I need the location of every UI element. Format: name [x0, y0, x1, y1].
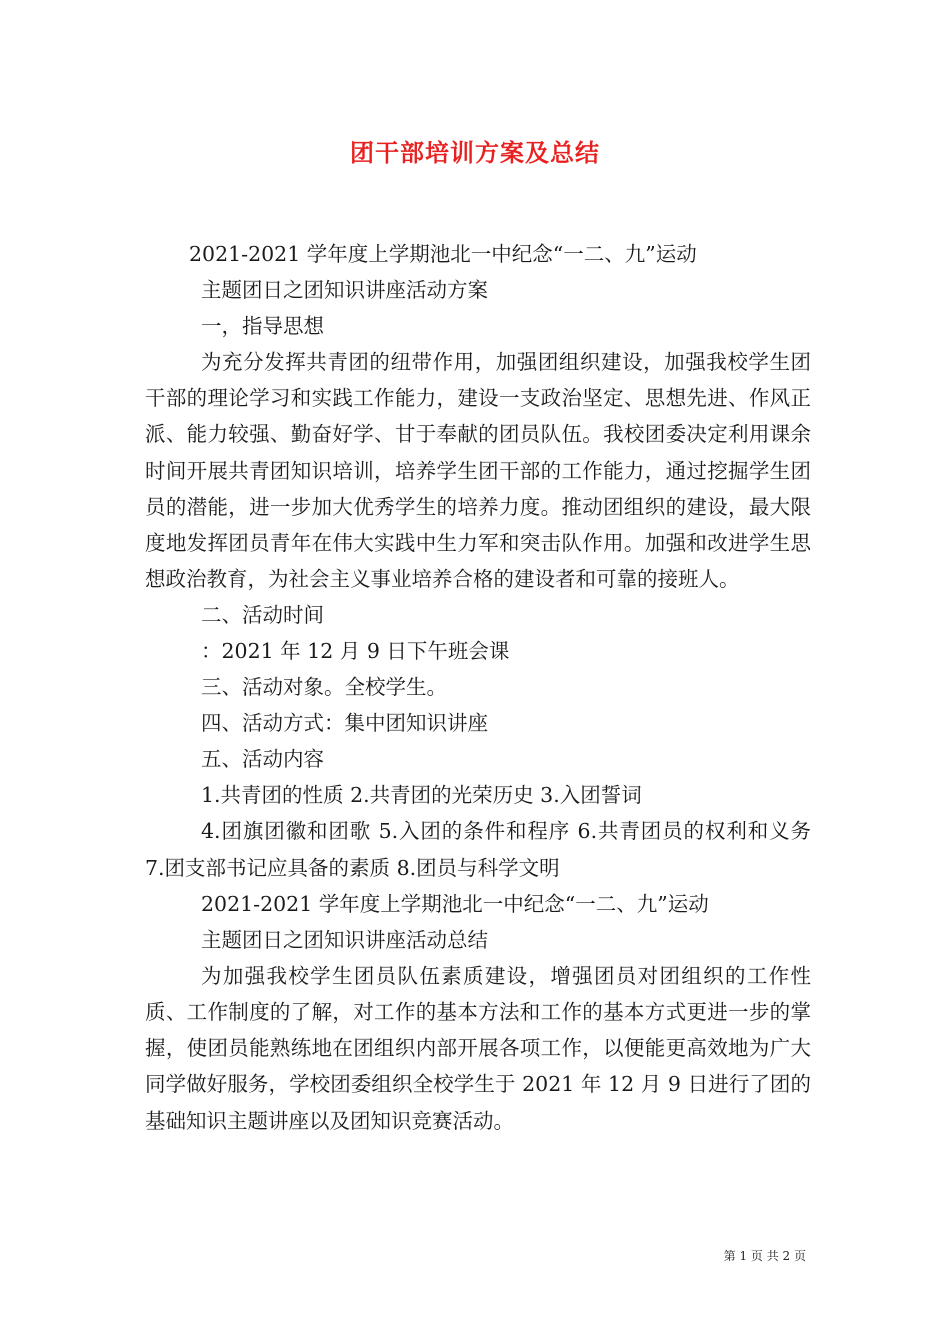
document-body [145, 236, 811, 1139]
section3-line: 三、活动对象。全校学生。 [201, 675, 447, 700]
section1-body: 为充分发挥共青团的纽带作用，加强团组织建设，加强我校学生团干部的理论学习和实践工作能力，建设一支政治坚定、思想先进、作风正派、能力较强、勤奋好学、甘于奉献的团员队伍。我校团委决定利用课余时间开展共青团知识培训，培养学生团干部的工作能力，通过挖掘学生团员的潜能，进一步加大优秀学生的培养力度。推动团组织的建设，最大限度地发挥团员青年在伟大实践中生力军和突击队作用。加强和改进学生思想政治教育，为社会主义事业培养合格的建设者和可靠的接班人。 [145, 350, 811, 592]
summary-body: 为加强我校学生团员队伍素质建设，增强团员对团组织的工作性质、工作制度的了解，对工作的基本方法和工作的基本方式更进一步的掌握，使团员能熟练地在团组织内部开展各项工作，以便能更高效地为广大同学做好服务，学校团委组织全校学生于 2021 年 12 月 9 日进行了团的基础知识主题讲座以及团知识竞赛活动。 [145, 963, 811, 1133]
section2-body: ：2021 年 12 月 9 日下午班会课 [201, 639, 510, 664]
section1-heading: 一，指导思想 [201, 314, 324, 338]
page-number: 第 1 页 共 2 页 [723, 1249, 806, 1263]
section5-heading: 五、活动内容 [201, 747, 324, 772]
document-title: 团干部培训方案及总结 [350, 138, 600, 167]
section5-items-line2: 4.团旗团徽和团歌 5.入团的条件和程序 6.共青团员的权利和义务 7.团支部书记应具备的素质 8.团员与科学文明 [145, 819, 811, 880]
section4-line: 四、活动方式：集中团知识讲座 [201, 711, 488, 736]
section5-items-line1: 1.共青团的性质 2.共青团的光荣历史 3.入团誓词 [201, 783, 642, 808]
section2-heading: 二、活动时间 [201, 603, 324, 628]
plan-heading-line1: 2021-2021 学年度上学期池北一中纪念“一二、九”运动 [189, 242, 697, 266]
summary-heading-line2: 主题团日之团知识讲座活动总结 [201, 927, 488, 952]
summary-heading-line1: 2021-2021 学年度上学期池北一中纪念“一二、九”运动 [201, 891, 709, 916]
plan-heading-line2: 主题团日之团知识讲座活动方案 [201, 278, 488, 302]
